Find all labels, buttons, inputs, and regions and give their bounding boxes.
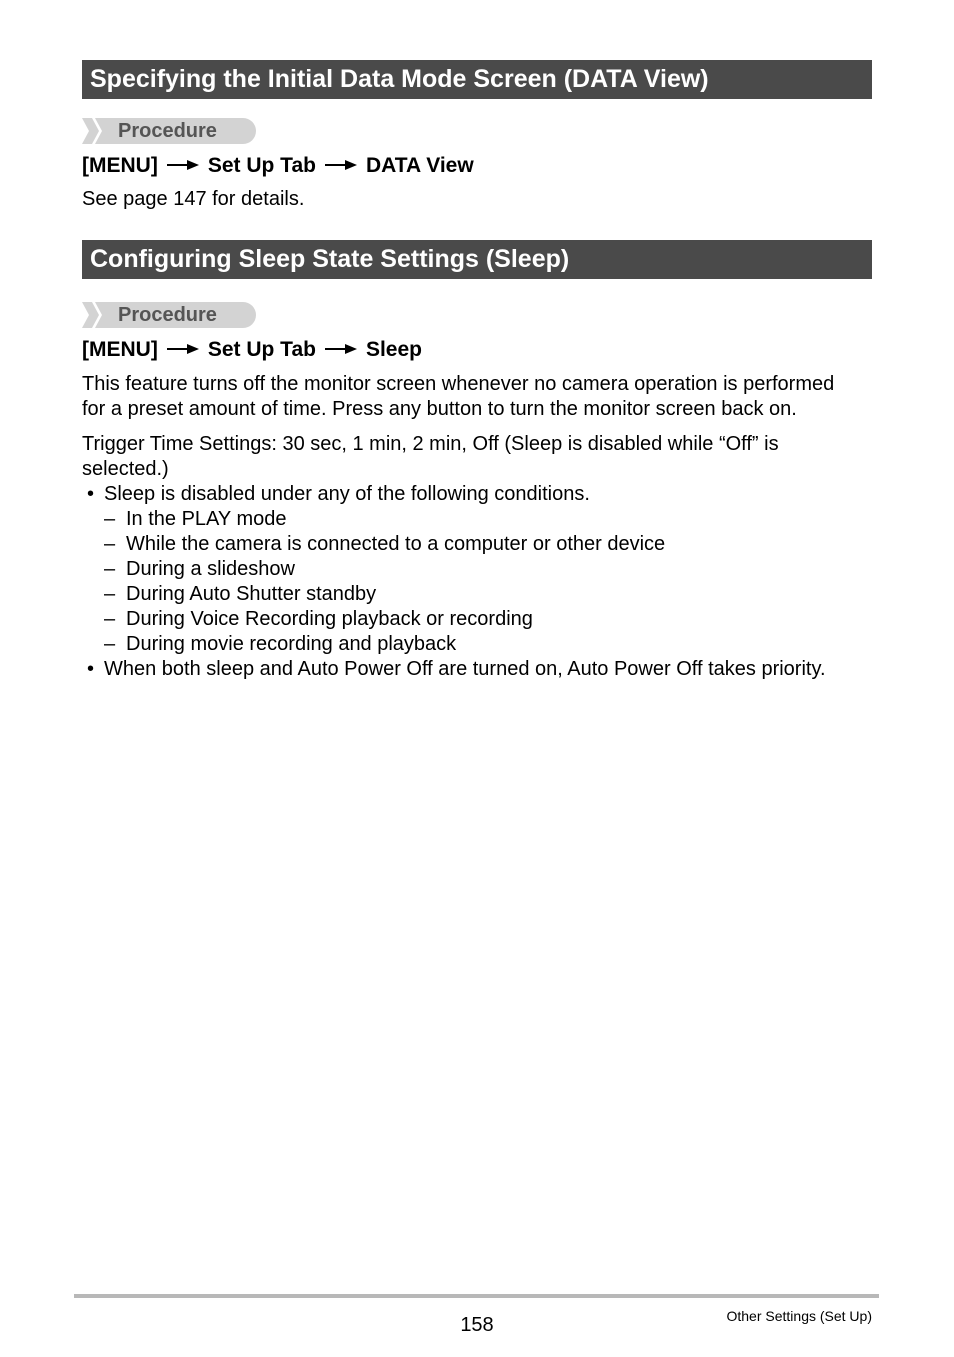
bullet-mark: •: [87, 483, 95, 505]
condition-text: During Voice Recording playback or recording: [126, 608, 533, 630]
dash-mark: –: [104, 633, 116, 655]
dash-mark: –: [104, 608, 116, 630]
paragraph-line: Trigger Time Settings: 30 sec, 1 min, 2 min, Off (Sleep is disabled while “Off” is: [82, 433, 779, 455]
bullet-mark: •: [87, 658, 95, 680]
condition-text: While the camera is connected to a computer or other device: [126, 533, 666, 555]
paragraph-line: for a preset amount of time. Press any button to turn the monitor screen back on.: [82, 398, 797, 420]
page-number: 158: [460, 1314, 494, 1336]
arrow-right-icon: [167, 344, 199, 354]
menu-path-step: [MENU]: [82, 154, 158, 177]
dash-mark: –: [104, 508, 116, 530]
paragraph-line: This feature turns off the monitor screen whenever no camera operation is performed: [82, 373, 835, 395]
procedure-badge: [82, 118, 256, 144]
menu-path: [82, 153, 474, 179]
footer-section-name: Other Settings (Set Up): [726, 1308, 872, 1324]
menu-path: [82, 337, 422, 363]
condition-text: During movie recording and playback: [126, 633, 457, 655]
dash-mark: –: [104, 558, 116, 580]
menu-path-step: DATA View: [365, 154, 474, 177]
menu-path-step: Set Up Tab: [207, 154, 316, 177]
chevron-right-icon: [82, 118, 108, 144]
procedure-badge: [82, 302, 256, 328]
paragraph-line: selected.): [82, 458, 169, 480]
dash-mark: –: [104, 583, 116, 605]
dash-mark: –: [104, 533, 116, 555]
menu-path-step: Sleep: [365, 338, 422, 361]
section-title-data-view: Specifying the Initial Data Mode Screen (DATA View): [82, 60, 872, 99]
condition-text: In the PLAY mode: [126, 508, 287, 530]
condition-text: During a slideshow: [126, 558, 295, 580]
condition-text: During Auto Shutter standby: [126, 583, 377, 605]
procedure-label: Procedure: [118, 304, 217, 326]
footer-divider: [74, 1294, 879, 1298]
menu-path-step: Set Up Tab: [207, 338, 316, 361]
body-text: See page 147 for details.: [82, 188, 305, 210]
section-title-sleep: Configuring Sleep State Settings (Sleep): [82, 240, 872, 279]
chevron-right-icon: [82, 302, 108, 328]
menu-path-step: [MENU]: [82, 338, 158, 361]
bullet-text: When both sleep and Auto Power Off are turned on, Auto Power Off takes priority.: [104, 658, 826, 680]
arrow-right-icon: [167, 160, 199, 170]
bullet-text: Sleep is disabled under any of the following conditions.: [104, 483, 590, 505]
arrow-right-icon: [325, 344, 357, 354]
procedure-label: Procedure: [118, 120, 217, 142]
arrow-right-icon: [325, 160, 357, 170]
